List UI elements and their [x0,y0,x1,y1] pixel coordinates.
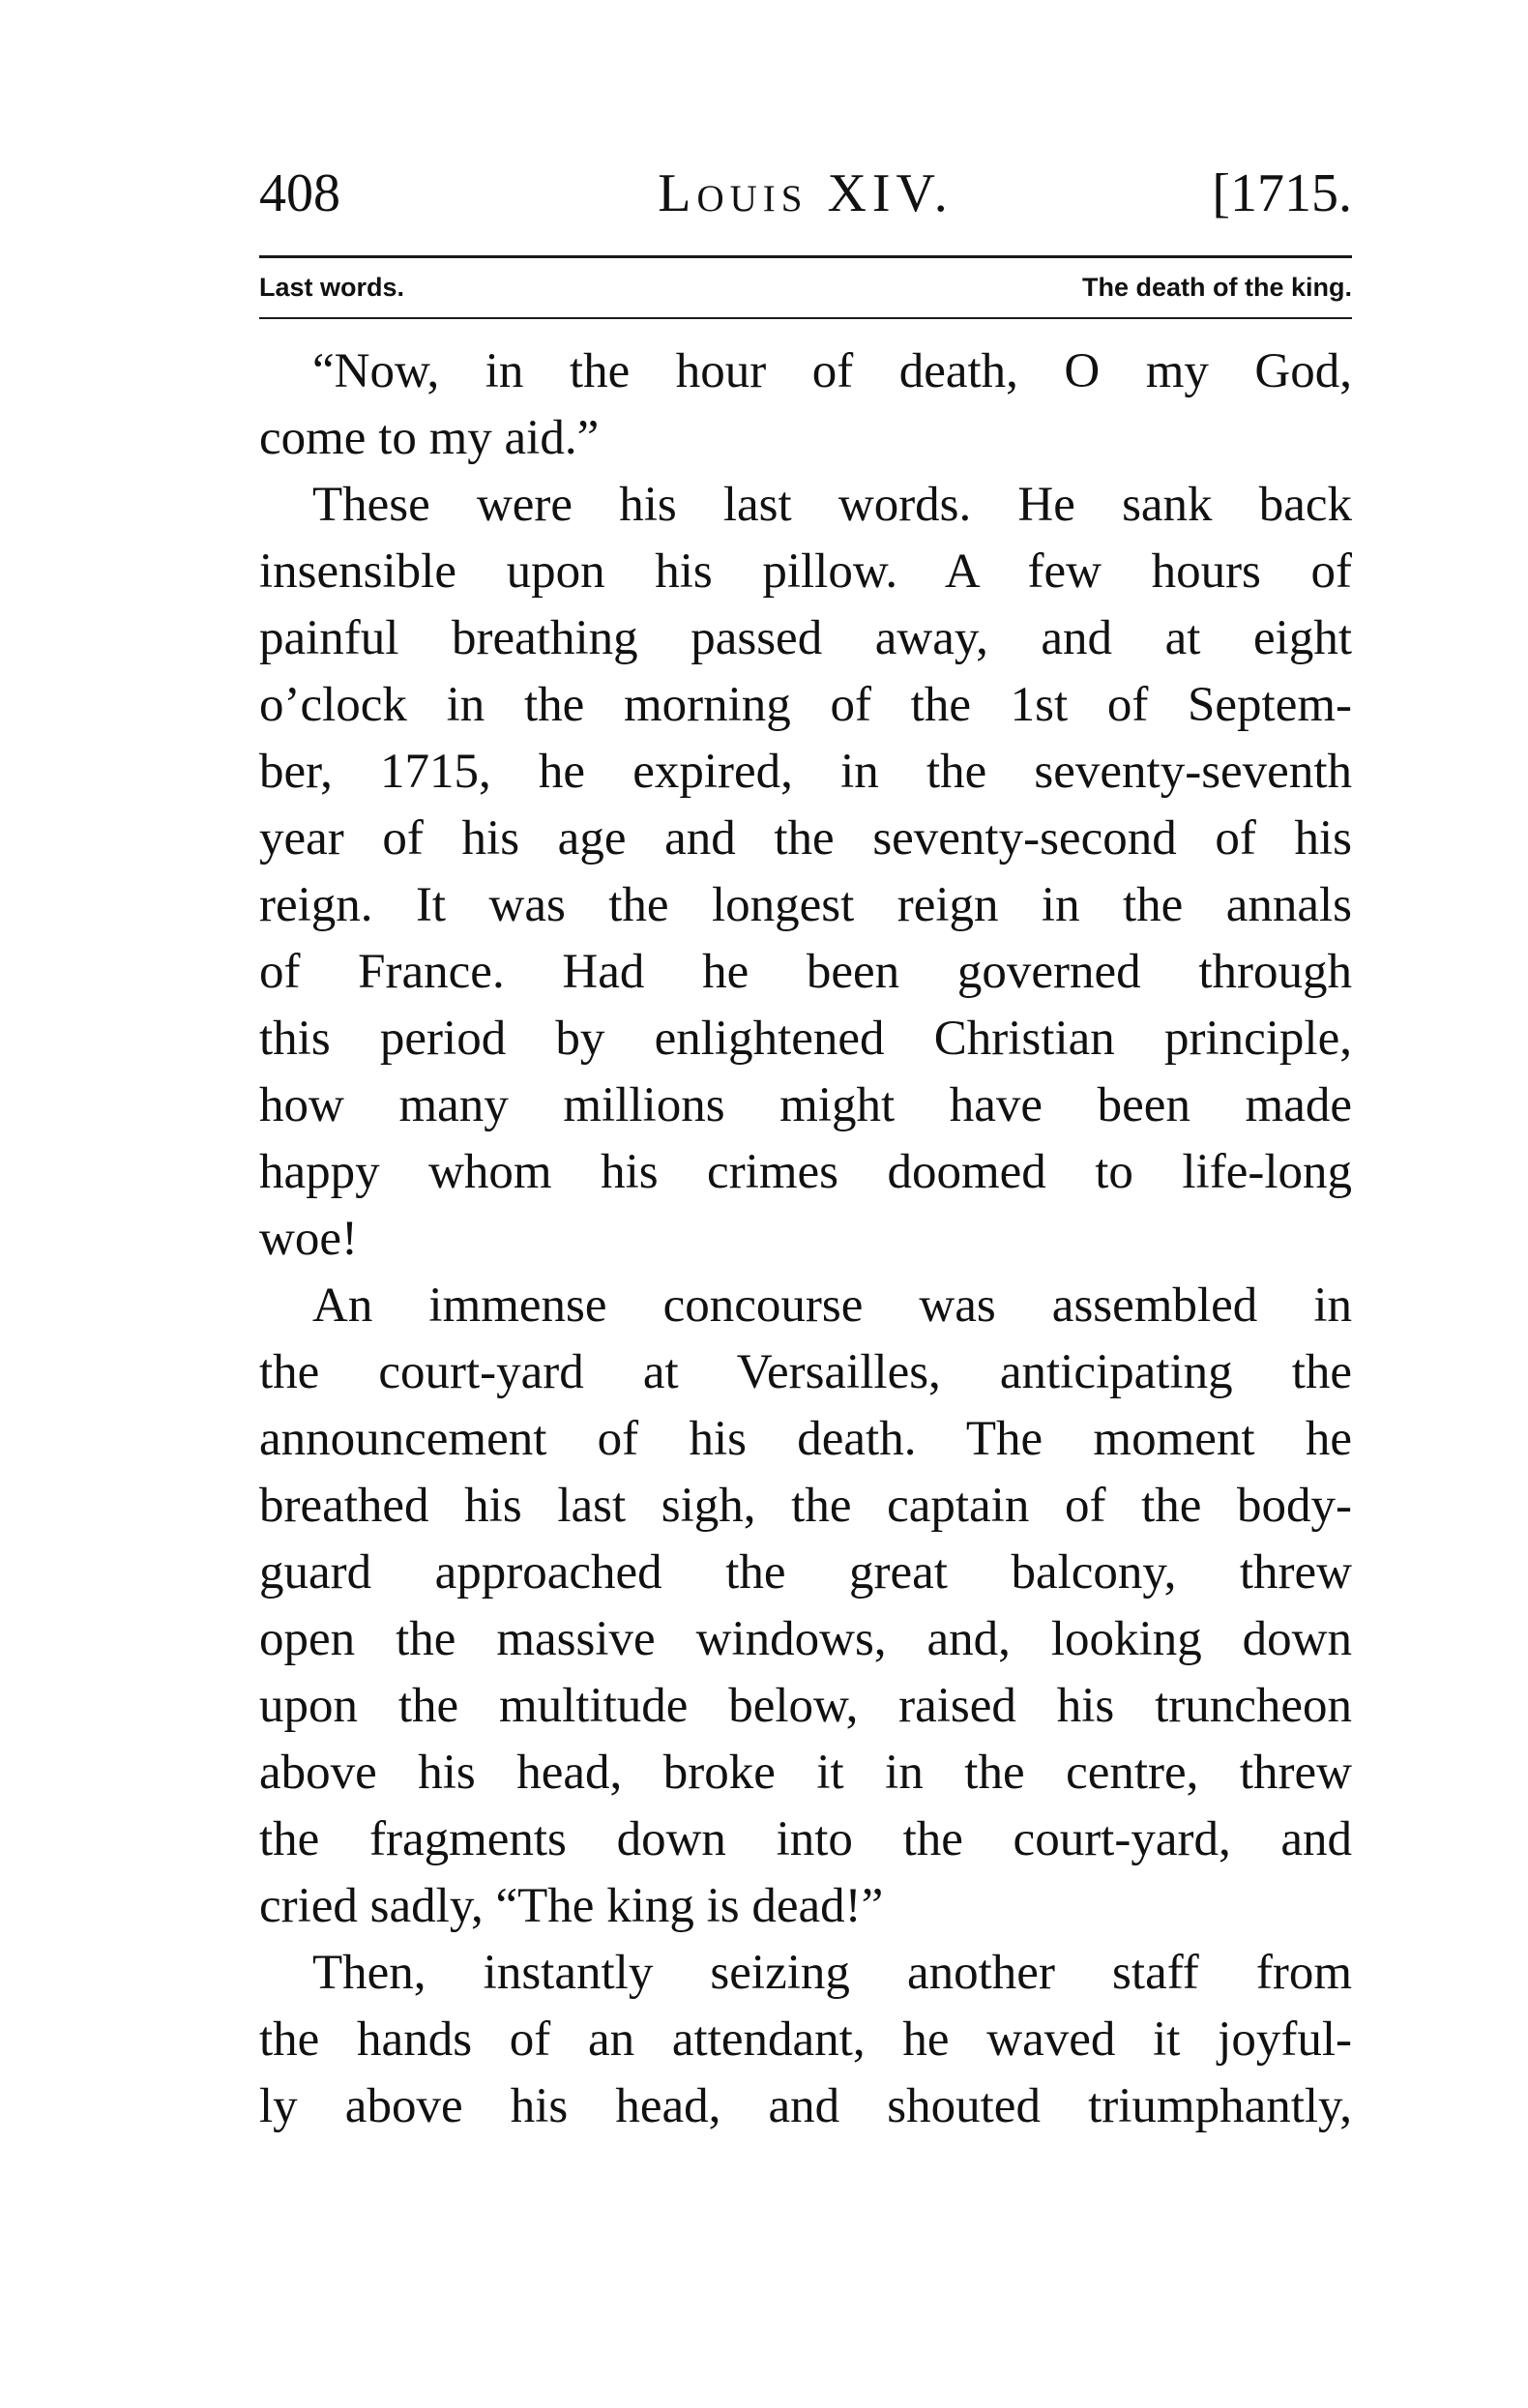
text-line: cried sadly, “The king is dead!” [259,1879,884,1933]
text-line: the fragments down into the court-yard, and [259,1812,1352,1866]
text-line: of France. Had he been governed through [259,945,1352,999]
sidenote-right: The death of the king. [1081,273,1352,302]
text-line: how many millions might have been made [259,1078,1352,1132]
text-line: guard approached the great balcony, threw [259,1545,1352,1600]
text-line: o’clock in the morning of the 1st of Septem- [259,678,1352,732]
running-title-text: Louis XIV. [658,163,954,223]
text-line: An immense concourse was assembled in [312,1278,1352,1333]
text-line: announcement of his death. The moment he [259,1412,1352,1466]
text-line: open the massive windows, and, looking down [259,1612,1352,1666]
running-head [259,155,1352,232]
text-line: Then, instantly seizing another staff from [312,1946,1352,2000]
text-line: ly above his head, and shouted triumphantly, [259,2079,1352,2133]
running-year: [1715. [1212,163,1352,223]
sidenotes [259,263,1352,311]
text-line: come to my aid.” [259,411,600,465]
header-rule-top [259,255,1352,258]
text-line: breathed his last sigh, the captain of the body- [259,1479,1352,1533]
header-rule-bottom [259,317,1352,319]
text-line: reign. It was the longest reign in the annals [259,878,1352,932]
sidenote-left: Last words. [259,273,405,302]
page-number: 408 [259,163,340,223]
text-line: woe! [259,1212,358,1266]
text-line: ber, 1715, he expired, in the seventy-seventh [259,745,1352,799]
text-line: These were his last words. He sank back [312,478,1352,532]
text-line: the hands of an attendant, he waved it joyful- [259,2012,1352,2067]
text-line: happy whom his crimes doomed to life-long [259,1145,1352,1199]
text-line: painful breathing passed away, and at eight [259,611,1352,665]
running-title [259,155,1352,232]
text-line: this period by enlightened Christian principle, [259,1012,1352,1066]
text-line: upon the multitude below, raised his truncheon [259,1679,1352,1733]
text-line: the court-yard at Versailles, anticipating the [259,1345,1352,1399]
body-text [259,338,1352,2140]
text-line: insensible upon his pillow. A few hours of [259,544,1352,599]
text-line: “Now, in the hour of death, O my God, [312,344,1352,398]
text-line: year of his age and the seventy-second of his [259,811,1352,866]
text-line: above his head, broke it in the centre, threw [259,1746,1352,1800]
